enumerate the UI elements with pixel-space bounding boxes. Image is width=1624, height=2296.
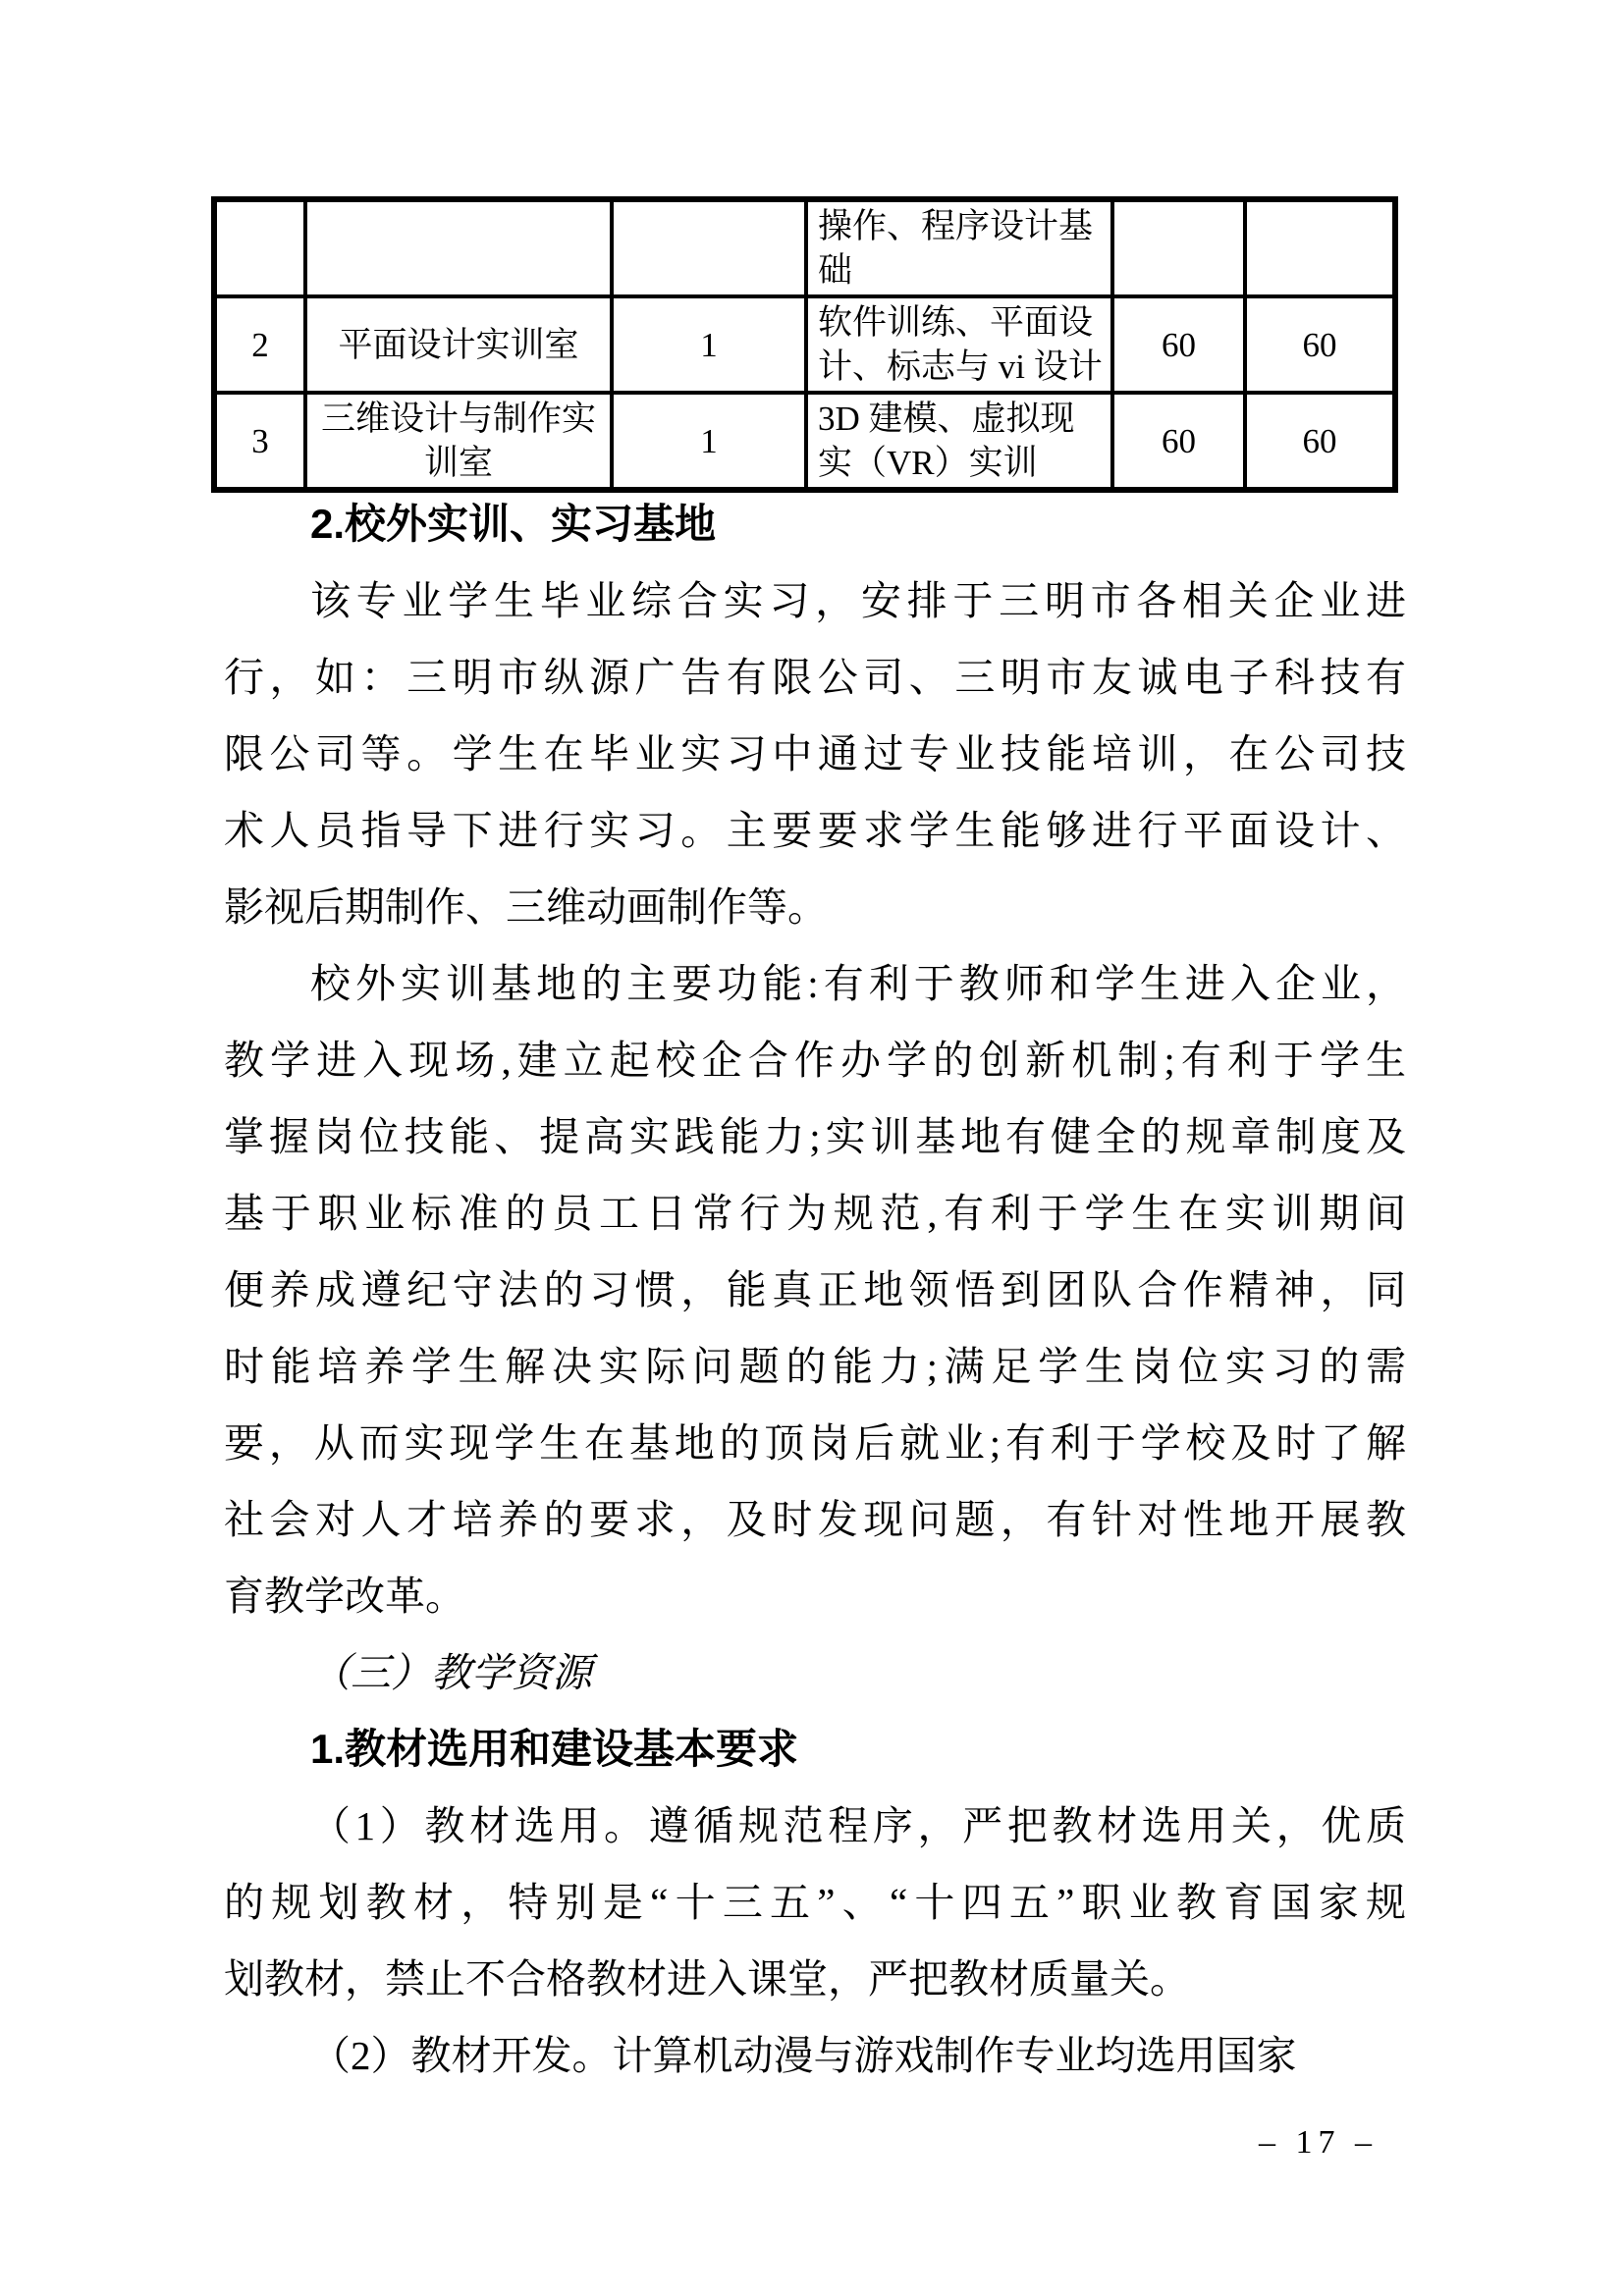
section-heading: 1.教材选用和建设基本要求	[310, 1726, 799, 1772]
text-line: 便养成遵纪守法的习惯，能真正地领悟到团队合作精神，同	[224, 1267, 1406, 1312]
table-cell: 三维设计与制作实训室	[305, 393, 612, 490]
text-line: 限公司等。学生在毕业实习中通过专业技能培训，在公司技	[224, 731, 1406, 776]
text-line: 教学进入现场,建立起校企合作办学的创新机制;有利于学生	[224, 1038, 1406, 1083]
text-line: （2）教材开发。计算机动漫与游戏制作专业均选用国家	[310, 2033, 1297, 2078]
table-cell: 2	[214, 296, 305, 393]
table-cell	[612, 199, 806, 296]
table-cell: 3D 建模、虚拟现实（VR）实训	[806, 393, 1112, 490]
table-cell	[1112, 199, 1245, 296]
table-cell	[1245, 199, 1395, 296]
text-line: 社会对人才培养的要求，及时发现问题，有针对性地开展教	[224, 1497, 1406, 1542]
training-room-table	[211, 196, 1398, 493]
subsection-heading: （三）教学资源	[310, 1650, 592, 1695]
table-cell: 操作、程序设计基础	[806, 199, 1112, 296]
table-row	[214, 393, 1395, 490]
text-line: 基于职业标准的员工日常行为规范,有利于学生在实训期间	[224, 1191, 1406, 1236]
table-row	[214, 296, 1395, 393]
table-cell: 1	[612, 296, 806, 393]
table-cell	[305, 199, 612, 296]
text-line: 掌握岗位技能、提高实践能力;实训基地有健全的规章制度及	[224, 1114, 1406, 1159]
table-cell: 60	[1245, 393, 1395, 490]
table-cell: 60	[1245, 296, 1395, 393]
table-cell: 平面设计实训室	[305, 296, 612, 393]
text-line: 该专业学生毕业综合实习，安排于三明市各相关企业进	[310, 578, 1406, 623]
body-paragraph	[224, 562, 1406, 945]
table-cell: 3	[214, 393, 305, 490]
table-cell	[214, 199, 305, 296]
text-line: 育教学改革。	[224, 1574, 465, 1619]
section-heading: 2.校外实训、实习基地	[310, 501, 717, 547]
table-cell: 软件训练、平面设计、标志与 vi 设计	[806, 296, 1112, 393]
text-line: 行，如：三明市纵源广告有限公司、三明市友诚电子科技有	[224, 655, 1406, 700]
text-line: 时能培养学生解决实际问题的能力;满足学生岗位实习的需	[224, 1344, 1406, 1389]
text-line: 的规划教材，特别是“十三五”、“十四五”职业教育国家规	[224, 1880, 1406, 1925]
document-body	[224, 486, 1406, 2094]
page-number: – 17 –	[1259, 2124, 1378, 2161]
text-line: 影视后期制作、三维动画制作等。	[224, 884, 828, 930]
table-cell: 60	[1112, 296, 1245, 393]
body-paragraph	[224, 945, 1406, 1634]
text-line: 要，从而实现学生在基地的顶岗后就业;有利于学校及时了解	[224, 1420, 1406, 1466]
table-cell: 60	[1112, 393, 1245, 490]
body-paragraph	[224, 1788, 1406, 2017]
table-cell: 1	[612, 393, 806, 490]
body-paragraph	[224, 2017, 1406, 2094]
text-line: 术人员指导下进行实习。主要要求学生能够进行平面设计、	[224, 808, 1406, 853]
text-line: 划教材，禁止不合格教材进入课堂，严把教材质量关。	[224, 1956, 1190, 2002]
text-line: （1）教材选用。遵循规范程序，严把教材选用关，优质	[310, 1803, 1406, 1848]
training-room-table-body	[214, 199, 1395, 490]
table-row	[214, 199, 1395, 296]
text-line: 校外实训基地的主要功能:有利于教师和学生进入企业，	[310, 961, 1406, 1006]
